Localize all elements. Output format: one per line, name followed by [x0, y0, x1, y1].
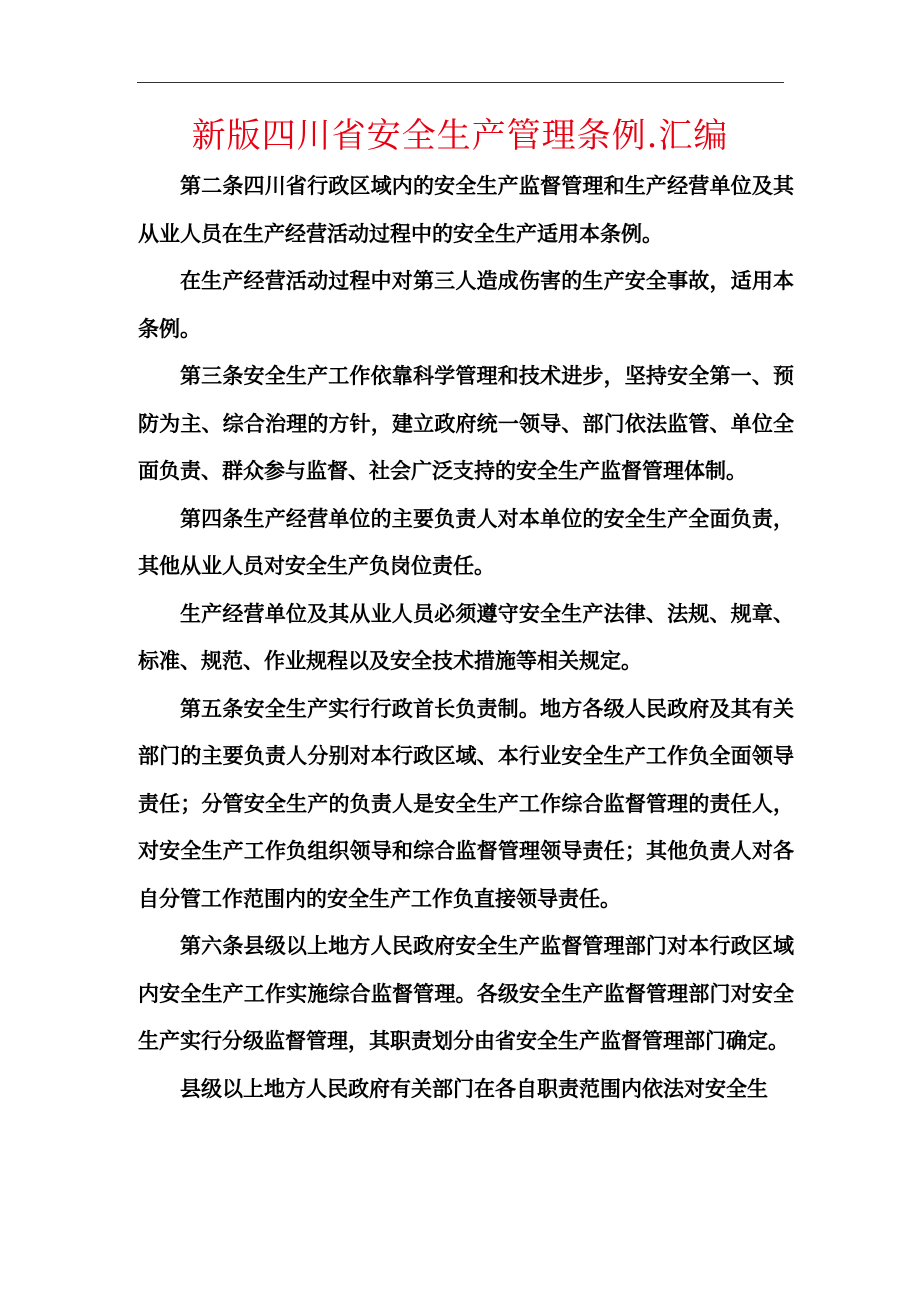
paragraph-article-4: 第四条生产经营单位的主要负责人对本单位的安全生产全面负责，其他从业人员对安全生产负岗位责任。: [138, 505, 794, 578]
paragraph-article-5: 第五条安全生产实行行政首长负责制。地方各级人民政府及其有关部门的主要负责人分别对本行政区域、本行业安全生产工作负全面领导责任；分管安全生产的负责人是安全生产工作综合监督管理的责任人，对安全生产工作负组织领导和综合监督管理领导责任；其他负责人对各自分管工作范围内的安全生产工作负直接领导责任。: [138, 695, 794, 911]
document-title: 新版四川省安全生产管理条例.汇编: [191, 116, 729, 156]
paragraph-departments: 县级以上地方人民政府有关部门在各自职责范围内依法对安全生: [180, 1075, 768, 1101]
document-body: [138, 162, 794, 1112]
paragraph-article-3: 第三条安全生产工作依靠科学管理和技术进步，坚持安全第一、预防为主、综合治理的方针，建立政府统一领导、部门依法监管、单位全面负责、群众参与监督、社会广泛支持的安全生产监督管理体制。: [138, 363, 794, 483]
paragraph-article-6: 第六条县级以上地方人民政府安全生产监督管理部门对本行政区域内安全生产工作实施综合监督管理。各级安全生产监督管理部门对安全生产实行分级监督管理，其职责划分由省安全生产监督管理部门确定。: [138, 933, 794, 1053]
paragraph-third-party: 在生产经营活动过程中对第三人造成伤害的生产安全事故，适用本条例。: [138, 268, 794, 341]
paragraph-compliance: 生产经营单位及其从业人员必须遵守安全生产法律、法规、规章、标准、规范、作业规程以及安全技术措施等相关规定。: [138, 600, 794, 673]
paragraph-article-2: 第二条四川省行政区域内的安全生产监督管理和生产经营单位及其从业人员在生产经营活动过程中的安全生产适用本条例。: [138, 173, 794, 246]
header-rule: [137, 82, 784, 83]
